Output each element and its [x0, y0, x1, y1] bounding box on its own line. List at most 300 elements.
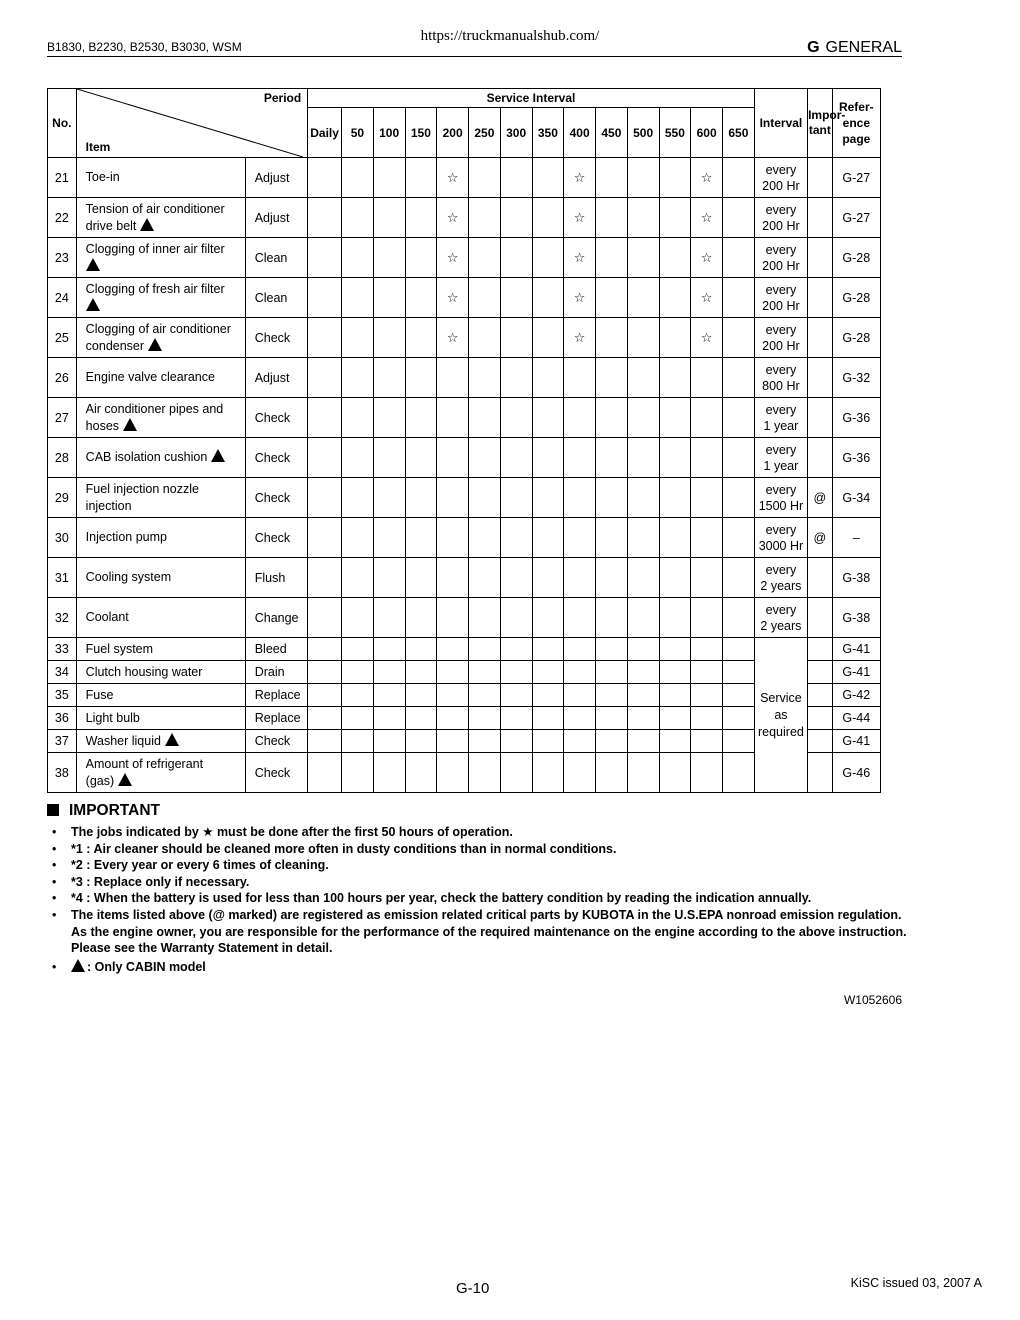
important-title: IMPORTANT — [47, 802, 907, 820]
hour-cell — [308, 707, 342, 730]
hour-cell — [500, 478, 532, 518]
cabin-only-triangle-icon — [140, 218, 154, 231]
hour-cell — [373, 158, 405, 198]
star-icon: ☆ — [700, 169, 713, 185]
item-name: Light bulb — [76, 707, 245, 730]
hour-cell — [342, 598, 374, 638]
hour-cell — [659, 278, 691, 318]
hour-column-header: 450 — [596, 108, 628, 158]
hour-cell — [627, 238, 659, 278]
star-icon: ☆ — [700, 289, 713, 305]
star-icon: ☆ — [446, 209, 459, 225]
row-number: 25 — [48, 318, 77, 358]
hour-cell — [596, 318, 628, 358]
hour-cell — [659, 707, 691, 730]
star-icon: ☆ — [446, 249, 459, 265]
hour-cell — [723, 478, 755, 518]
square-bullet-icon — [47, 804, 59, 816]
service-interval-header: Service Interval — [308, 89, 755, 108]
hour-cell — [342, 707, 374, 730]
hour-column-header: 50 — [342, 108, 374, 158]
maintenance-schedule-table — [47, 88, 881, 793]
table-row — [48, 558, 881, 598]
hour-cell — [500, 753, 532, 793]
action: Flush — [245, 558, 307, 598]
importance-mark — [808, 730, 833, 753]
hour-cell — [373, 730, 405, 753]
hour-cell — [405, 478, 437, 518]
star-icon: ☆ — [700, 209, 713, 225]
item-name: Coolant — [76, 598, 245, 638]
hour-cell — [723, 158, 755, 198]
hour-cell — [596, 278, 628, 318]
hour-cell — [532, 278, 564, 318]
hour-cell — [373, 598, 405, 638]
cabin-only-triangle-icon — [118, 773, 132, 786]
hour-cell — [342, 638, 374, 661]
hour-cell — [691, 638, 723, 661]
hour-cell — [500, 730, 532, 753]
hour-cell — [691, 238, 723, 278]
hour-cell — [691, 198, 723, 238]
hour-cell — [532, 518, 564, 558]
hour-column-header: Daily — [308, 108, 342, 158]
section-letter: G — [807, 39, 820, 56]
header-rule — [47, 56, 902, 57]
hour-cell — [342, 398, 374, 438]
hour-cell — [342, 198, 374, 238]
hour-cell — [627, 318, 659, 358]
table-row — [48, 238, 881, 278]
table-row — [48, 638, 881, 661]
hour-cell — [437, 518, 469, 558]
hour-cell — [405, 438, 437, 478]
hour-cell — [500, 518, 532, 558]
hour-cell — [469, 598, 501, 638]
hour-cell — [308, 438, 342, 478]
hour-cell — [627, 598, 659, 638]
interval-cell: every 200 Hr — [754, 198, 807, 238]
hour-cell — [723, 707, 755, 730]
hour-cell — [596, 638, 628, 661]
hour-cell — [308, 558, 342, 598]
importance-mark — [808, 238, 833, 278]
star-icon: ☆ — [446, 289, 459, 305]
hour-cell — [723, 638, 755, 661]
hour-cell — [659, 730, 691, 753]
hour-cell — [564, 278, 596, 318]
hour-cell — [691, 730, 723, 753]
item-name: Washer liquid — [76, 730, 245, 753]
hour-cell — [500, 278, 532, 318]
item-name: Engine valve clearance — [76, 358, 245, 398]
hour-cell — [596, 707, 628, 730]
note-item: • *1 : Air cleaner should be cleaned more often in dusty conditions than in normal conditions. — [52, 841, 617, 856]
reference-page: G-27 — [832, 158, 880, 198]
item-name: Clogging of inner air filter — [76, 238, 245, 278]
hour-cell — [659, 438, 691, 478]
hour-cell — [532, 598, 564, 638]
hour-cell — [342, 158, 374, 198]
star-icon: ☆ — [700, 329, 713, 345]
hour-cell — [469, 518, 501, 558]
interval-cell: every 200 Hr — [754, 158, 807, 198]
row-number: 38 — [48, 753, 77, 793]
table-row — [48, 438, 881, 478]
hour-cell — [627, 358, 659, 398]
hour-cell — [564, 638, 596, 661]
hour-column-header: 150 — [405, 108, 437, 158]
hour-cell — [308, 358, 342, 398]
action: Replace — [245, 707, 307, 730]
action: Adjust — [245, 158, 307, 198]
cabin-only-triangle-icon — [165, 733, 179, 746]
section-title — [807, 39, 902, 57]
hour-cell — [596, 438, 628, 478]
hour-cell — [596, 358, 628, 398]
hour-cell — [373, 318, 405, 358]
importance-header: Impor- tant — [808, 89, 833, 158]
reference-page: G-28 — [832, 238, 880, 278]
hour-column-header: 400 — [564, 108, 596, 158]
hour-cell — [564, 753, 596, 793]
hour-cell — [596, 753, 628, 793]
hour-cell — [469, 358, 501, 398]
hour-column-header: 600 — [691, 108, 723, 158]
period-item-header — [76, 89, 308, 158]
hour-cell — [308, 198, 342, 238]
importance-mark — [808, 438, 833, 478]
hour-cell — [437, 753, 469, 793]
hour-cell — [627, 684, 659, 707]
hour-cell — [723, 730, 755, 753]
page-number: G-10 — [456, 1280, 490, 1297]
hour-cell — [373, 661, 405, 684]
hour-cell — [691, 478, 723, 518]
section-name: GENERAL — [825, 39, 902, 56]
hour-cell — [532, 730, 564, 753]
reference-page: G-28 — [832, 278, 880, 318]
cabin-only-triangle-icon — [86, 298, 100, 311]
hour-cell — [308, 238, 342, 278]
hour-cell — [691, 358, 723, 398]
reference-page: G-32 — [832, 358, 880, 398]
hour-cell — [596, 661, 628, 684]
row-number: 36 — [48, 707, 77, 730]
hour-cell — [405, 730, 437, 753]
note-item: • *3 : Replace only if necessary. — [52, 874, 250, 889]
hour-cell — [342, 730, 374, 753]
hour-cell — [437, 438, 469, 478]
importance-mark — [808, 661, 833, 684]
hour-cell — [723, 278, 755, 318]
hour-cell — [373, 438, 405, 478]
hour-cell — [469, 684, 501, 707]
importance-mark — [808, 318, 833, 358]
hour-cell — [723, 198, 755, 238]
item-name: Fuel system — [76, 638, 245, 661]
hour-cell — [659, 478, 691, 518]
reference-page: G-41 — [832, 638, 880, 661]
action: Check — [245, 753, 307, 793]
hour-cell — [723, 518, 755, 558]
bullet-icon: • — [52, 907, 57, 922]
hour-column-header: 650 — [723, 108, 755, 158]
hour-cell — [437, 478, 469, 518]
reference-page: G-41 — [832, 661, 880, 684]
hour-cell — [627, 707, 659, 730]
hour-cell — [564, 661, 596, 684]
hour-cell — [564, 730, 596, 753]
hour-cell — [500, 438, 532, 478]
hour-cell — [691, 438, 723, 478]
row-number: 24 — [48, 278, 77, 318]
row-number: 34 — [48, 661, 77, 684]
hour-cell — [437, 358, 469, 398]
reference-page: G-28 — [832, 318, 880, 358]
hour-cell — [405, 638, 437, 661]
row-number: 28 — [48, 438, 77, 478]
period-label: Period — [263, 91, 302, 105]
hour-column-header: 350 — [532, 108, 564, 158]
hour-cell — [723, 318, 755, 358]
hour-cell — [723, 558, 755, 598]
item-name: Air conditioner pipes and hoses — [76, 398, 245, 438]
interval-cell: every 1 year — [754, 398, 807, 438]
hour-cell — [691, 707, 723, 730]
hour-cell — [308, 398, 342, 438]
hour-cell — [723, 438, 755, 478]
table-row — [48, 478, 881, 518]
table-row — [48, 318, 881, 358]
hour-cell — [532, 638, 564, 661]
interval-cell: every 200 Hr — [754, 238, 807, 278]
cabin-only-triangle-icon — [123, 418, 137, 431]
hour-cell — [437, 558, 469, 598]
star-icon: ☆ — [573, 169, 586, 185]
hour-cell — [659, 358, 691, 398]
hour-cell — [596, 730, 628, 753]
table-row — [48, 358, 881, 398]
table-row — [48, 518, 881, 558]
star-icon: ☆ — [700, 249, 713, 265]
hour-cell — [596, 158, 628, 198]
hour-cell — [500, 558, 532, 598]
bullet-icon: • — [52, 959, 57, 974]
hour-cell — [723, 684, 755, 707]
hour-column-header: 250 — [469, 108, 501, 158]
hour-cell — [627, 278, 659, 318]
interval-cell: every 800 Hr — [754, 358, 807, 398]
hour-cell — [691, 558, 723, 598]
note-item: • *4 : When the battery is used for less than 100 hours per year, check the battery condition by reading the indication annually. — [52, 891, 812, 906]
hour-cell — [437, 278, 469, 318]
reference-header: Refer- ence page — [832, 89, 880, 158]
hour-cell — [469, 398, 501, 438]
hour-cell — [564, 318, 596, 358]
hour-cell — [437, 661, 469, 684]
importance-mark — [808, 398, 833, 438]
action: Drain — [245, 661, 307, 684]
row-number: 27 — [48, 398, 77, 438]
hour-cell — [373, 478, 405, 518]
hour-cell — [308, 158, 342, 198]
hour-cell — [532, 661, 564, 684]
hour-cell — [627, 753, 659, 793]
hour-cell — [659, 318, 691, 358]
hour-column-header: 300 — [500, 108, 532, 158]
action: Check — [245, 478, 307, 518]
hour-cell — [469, 730, 501, 753]
hour-cell — [405, 753, 437, 793]
hour-cell — [342, 318, 374, 358]
importance-mark — [808, 638, 833, 661]
hour-column-header: 550 — [659, 108, 691, 158]
note-item: • The items listed above (@ marked) are registered as emission related critical parts by KUBOTA in the U.S.EPA nonroad emission regulation. As the engine owner, you are responsible for the performance of the required maintenance on the engine according to the above instruction. Please see the Warranty Statement in detail. — [52, 907, 907, 956]
importance-mark — [808, 358, 833, 398]
hour-column-header: 200 — [437, 108, 469, 158]
hour-cell — [469, 238, 501, 278]
hour-cell — [723, 753, 755, 793]
source-url[interactable]: https://truckmanualshub.com/ — [420, 28, 600, 44]
row-number: 21 — [48, 158, 77, 198]
row-number: 31 — [48, 558, 77, 598]
importance-mark — [808, 684, 833, 707]
hour-cell — [532, 238, 564, 278]
hour-cell — [532, 318, 564, 358]
hour-cell — [500, 684, 532, 707]
hour-cell — [564, 478, 596, 518]
hour-cell — [342, 661, 374, 684]
action: Bleed — [245, 638, 307, 661]
row-number: 22 — [48, 198, 77, 238]
notes-list — [47, 824, 907, 975]
bullet-icon: • — [52, 841, 57, 856]
hour-cell — [342, 438, 374, 478]
hour-cell — [564, 558, 596, 598]
cabin-only-triangle-icon — [86, 258, 100, 271]
hour-cell — [342, 278, 374, 318]
hour-cell — [373, 198, 405, 238]
hour-cell — [532, 438, 564, 478]
hour-cell — [437, 598, 469, 638]
item-name: CAB isolation cushion — [76, 438, 245, 478]
hour-cell — [500, 358, 532, 398]
hour-cell — [564, 598, 596, 638]
hour-cell — [437, 158, 469, 198]
star-icon: ☆ — [446, 329, 459, 345]
table-row — [48, 278, 881, 318]
issue-info: KiSC issued 03, 2007 A — [850, 1276, 982, 1290]
hour-cell — [627, 518, 659, 558]
row-number: 37 — [48, 730, 77, 753]
hour-cell — [469, 753, 501, 793]
model-list: B1830, B2230, B2530, B3030, WSM — [47, 40, 242, 54]
hour-cell — [308, 478, 342, 518]
item-name: Tension of air conditioner drive belt — [76, 198, 245, 238]
interval-cell: every 2 years — [754, 598, 807, 638]
hour-cell — [469, 638, 501, 661]
hour-cell — [691, 598, 723, 638]
hour-column-header: 100 — [373, 108, 405, 158]
item-name: Toe-in — [76, 158, 245, 198]
hour-cell — [627, 478, 659, 518]
hour-cell — [342, 684, 374, 707]
interval-cell: every 3000 Hr — [754, 518, 807, 558]
hour-cell — [437, 238, 469, 278]
hour-column-header: 500 — [627, 108, 659, 158]
hour-cell — [627, 198, 659, 238]
hour-cell — [627, 558, 659, 598]
hour-cell — [532, 158, 564, 198]
item-name: Injection pump — [76, 518, 245, 558]
action: Check — [245, 518, 307, 558]
importance-mark — [808, 707, 833, 730]
hour-cell — [342, 238, 374, 278]
row-number: 23 — [48, 238, 77, 278]
star-icon: ☆ — [573, 289, 586, 305]
item-label: Item — [85, 140, 111, 154]
hour-cell — [405, 661, 437, 684]
hour-cell — [437, 638, 469, 661]
hour-cell — [308, 518, 342, 558]
star-icon: ☆ — [446, 169, 459, 185]
hour-cell — [532, 753, 564, 793]
hour-cell — [596, 684, 628, 707]
hour-cell — [469, 478, 501, 518]
cabin-only-triangle-icon — [148, 338, 162, 351]
reference-page: G-36 — [832, 438, 880, 478]
item-name: Clutch housing water — [76, 661, 245, 684]
hour-cell — [500, 707, 532, 730]
hour-cell — [627, 158, 659, 198]
hour-cell — [564, 238, 596, 278]
hour-cell — [437, 198, 469, 238]
reference-page: G-42 — [832, 684, 880, 707]
hour-cell — [373, 707, 405, 730]
hour-cell — [342, 358, 374, 398]
hour-cell — [469, 318, 501, 358]
hour-cell — [723, 358, 755, 398]
hour-cell — [564, 358, 596, 398]
action: Change — [245, 598, 307, 638]
hour-cell — [564, 398, 596, 438]
hour-cell — [308, 598, 342, 638]
hour-cell — [723, 598, 755, 638]
hour-cell — [532, 478, 564, 518]
hour-cell — [659, 661, 691, 684]
hour-cell — [342, 518, 374, 558]
hour-cell — [532, 358, 564, 398]
hour-cell — [564, 198, 596, 238]
hour-cell — [373, 753, 405, 793]
hour-cell — [308, 638, 342, 661]
hour-cell — [469, 438, 501, 478]
action: Check — [245, 438, 307, 478]
hour-cell — [691, 398, 723, 438]
cabin-only-triangle-icon — [71, 959, 85, 972]
hour-cell — [596, 398, 628, 438]
hour-cell — [373, 638, 405, 661]
row-number: 29 — [48, 478, 77, 518]
item-name: Clogging of fresh air filter — [76, 278, 245, 318]
hour-cell — [500, 661, 532, 684]
hour-cell — [532, 398, 564, 438]
hour-cell — [373, 358, 405, 398]
hour-cell — [691, 753, 723, 793]
hour-cell — [405, 398, 437, 438]
hour-cell — [437, 318, 469, 358]
